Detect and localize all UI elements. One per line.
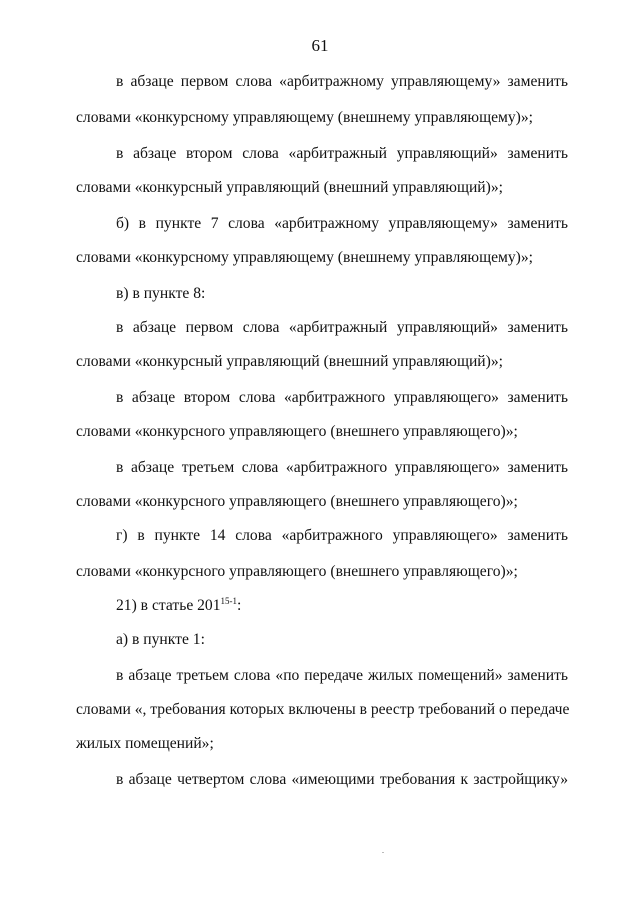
text-line: б) в пункте 7 слова «арбитражному управляющему» заменить <box>116 215 568 232</box>
text-line: словами «конкурсного управляющего (внешнего управляющего)»; <box>76 493 518 510</box>
scan-speck <box>382 852 384 853</box>
text-line: в абзаце втором слова «арбитражный управляющий» заменить <box>116 145 568 162</box>
text-line: г) в пункте 14 слова «арбитражного управляющего» заменить <box>116 527 568 544</box>
page-number: 61 <box>311 36 329 55</box>
text-line: словами «конкурсного управляющего (внешнего управляющего)»; <box>76 423 518 440</box>
text-line: словами «, требования которых включены в реестр требований о передаче <box>76 701 570 718</box>
article-superscript: 15-1 <box>220 596 238 606</box>
text-line: жилых помещений»; <box>76 735 214 752</box>
text-line: словами «конкурсному управляющему (внешнему управляющему)»; <box>76 249 533 266</box>
article-line-suffix: : <box>237 597 242 614</box>
text-line: в абзаце втором слова «арбитражного управляющего» заменить <box>116 389 568 406</box>
text-line: в абзаце третьем слова «по передаче жилых помещений» заменить <box>116 667 568 684</box>
text-line: в абзаце третьем слова «арбитражного управляющего» заменить <box>116 459 568 476</box>
article-line <box>116 596 568 616</box>
text-line: в абзаце четвертом слова «имеющими требования к застройщику» <box>116 771 568 788</box>
article-line-prefix: 21) в статье 201 <box>116 597 221 614</box>
text-line: словами «конкурсного управляющего (внешнего управляющего)»; <box>76 563 518 580</box>
text-line: в абзаце первом слова «арбитражный управляющий» заменить <box>116 319 568 336</box>
text-line: словами «конкурсный управляющий (внешний управляющий)»; <box>76 353 503 370</box>
text-line: в абзаце первом слова «арбитражному управляющему» заменить <box>116 73 568 90</box>
text-line: в) в пункте 8: <box>116 285 206 302</box>
text-line: словами «конкурсному управляющему (внешнему управляющему)»; <box>76 109 533 126</box>
text-line: а) в пункте 1: <box>116 631 205 648</box>
text-line: словами «конкурсный управляющий (внешний управляющий)»; <box>76 179 503 196</box>
